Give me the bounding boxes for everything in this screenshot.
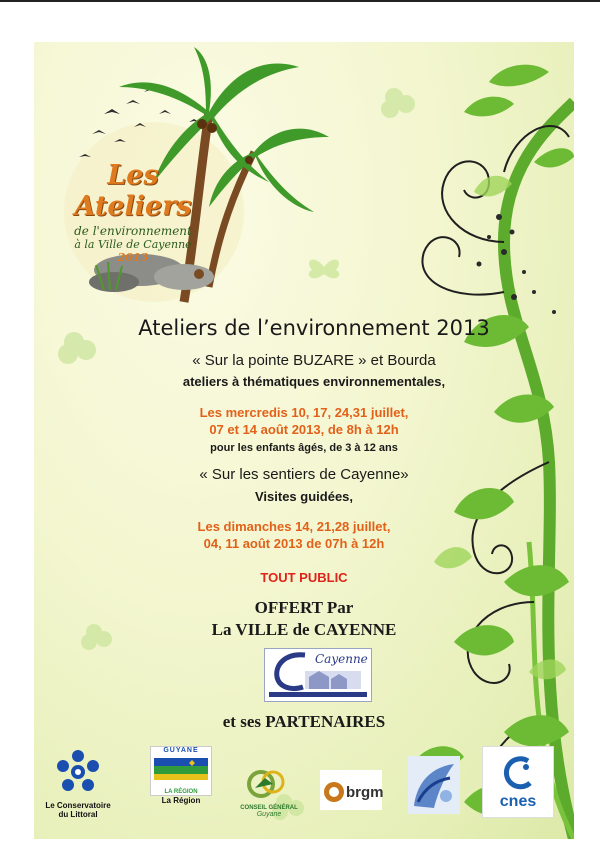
partner-label: La Région	[161, 796, 201, 805]
partner-sublabel: Guyane	[256, 811, 282, 818]
subtitle-buzare: « Sur la pointe BUZARE » et Bourda	[192, 352, 436, 369]
dates-line: 04, 11 août 2013 de 07h à 12h	[203, 536, 385, 551]
partner-conseil-general	[236, 768, 302, 818]
dates-line: Les mercredis 10, 17, 24,31 juillet,	[199, 405, 409, 420]
subtitle-ateliers: ateliers à thématiques environnementales,	[182, 374, 446, 389]
cnes-logo	[482, 746, 554, 818]
conseil-general-logo-icon	[241, 768, 297, 800]
logo-year: 2013	[117, 251, 149, 264]
conservatoire-logo-icon	[53, 748, 103, 796]
logo-title: Les Ateliers	[74, 160, 192, 222]
partner-cnes	[480, 746, 556, 818]
tout-public: TOUT PUBLIC	[260, 570, 348, 585]
main-title: Ateliers de l’environnement 2013	[138, 316, 490, 340]
dates-dimanches	[134, 518, 454, 552]
region-logo-icon	[152, 754, 210, 784]
partner-blue	[404, 756, 464, 819]
logo-city: à la Ville de Cayenne	[74, 238, 192, 251]
cnes-logo-icon	[498, 753, 538, 793]
dates-line: Les dimanches 14, 21,28 juillet,	[197, 519, 391, 534]
partenaires: et ses PARTENAIRES	[222, 712, 386, 731]
dates-mercredis	[144, 404, 464, 438]
partner-brgm	[318, 770, 384, 810]
offert-par: OFFERT Par	[254, 598, 354, 617]
ville-de-cayenne: La VILLE de CAYENNE	[211, 620, 397, 639]
brgm-logo	[320, 770, 382, 810]
region-logo	[150, 746, 212, 796]
poster	[34, 42, 574, 839]
partner-label: Le Conservatoire du Littoral	[45, 801, 111, 819]
partner-label: CONSEIL GÉNÉRAL	[240, 805, 298, 811]
butterfly-icon	[309, 260, 339, 279]
brgm-logo-icon	[322, 780, 346, 804]
cayenne-logo	[264, 648, 372, 702]
kids-age: pour les enfants âgés, de 3 à 12 ans	[210, 442, 398, 454]
partner-blue-logo-icon	[408, 756, 460, 814]
partner-conservatoire	[42, 748, 114, 819]
partner-label: brgm	[346, 784, 384, 801]
subtitle-sentiers: « Sur les sentiers de Cayenne»	[199, 466, 409, 483]
region-guyane-text: GUYANE	[163, 747, 199, 754]
logo-subtitle: de l'environnement	[74, 224, 192, 238]
cayenne-logo-text: Cayenne	[315, 652, 368, 666]
region-sublabel: LA RÉGION	[164, 789, 198, 795]
ateliers-logo	[48, 160, 218, 264]
partner-label: cnes	[499, 793, 537, 810]
partner-region	[146, 746, 216, 805]
dates-line: 07 et 14 août 2013, de 8h à 12h	[209, 422, 399, 437]
top-border	[0, 0, 600, 2]
subtitle-visites: Visites guidées,	[254, 489, 354, 504]
